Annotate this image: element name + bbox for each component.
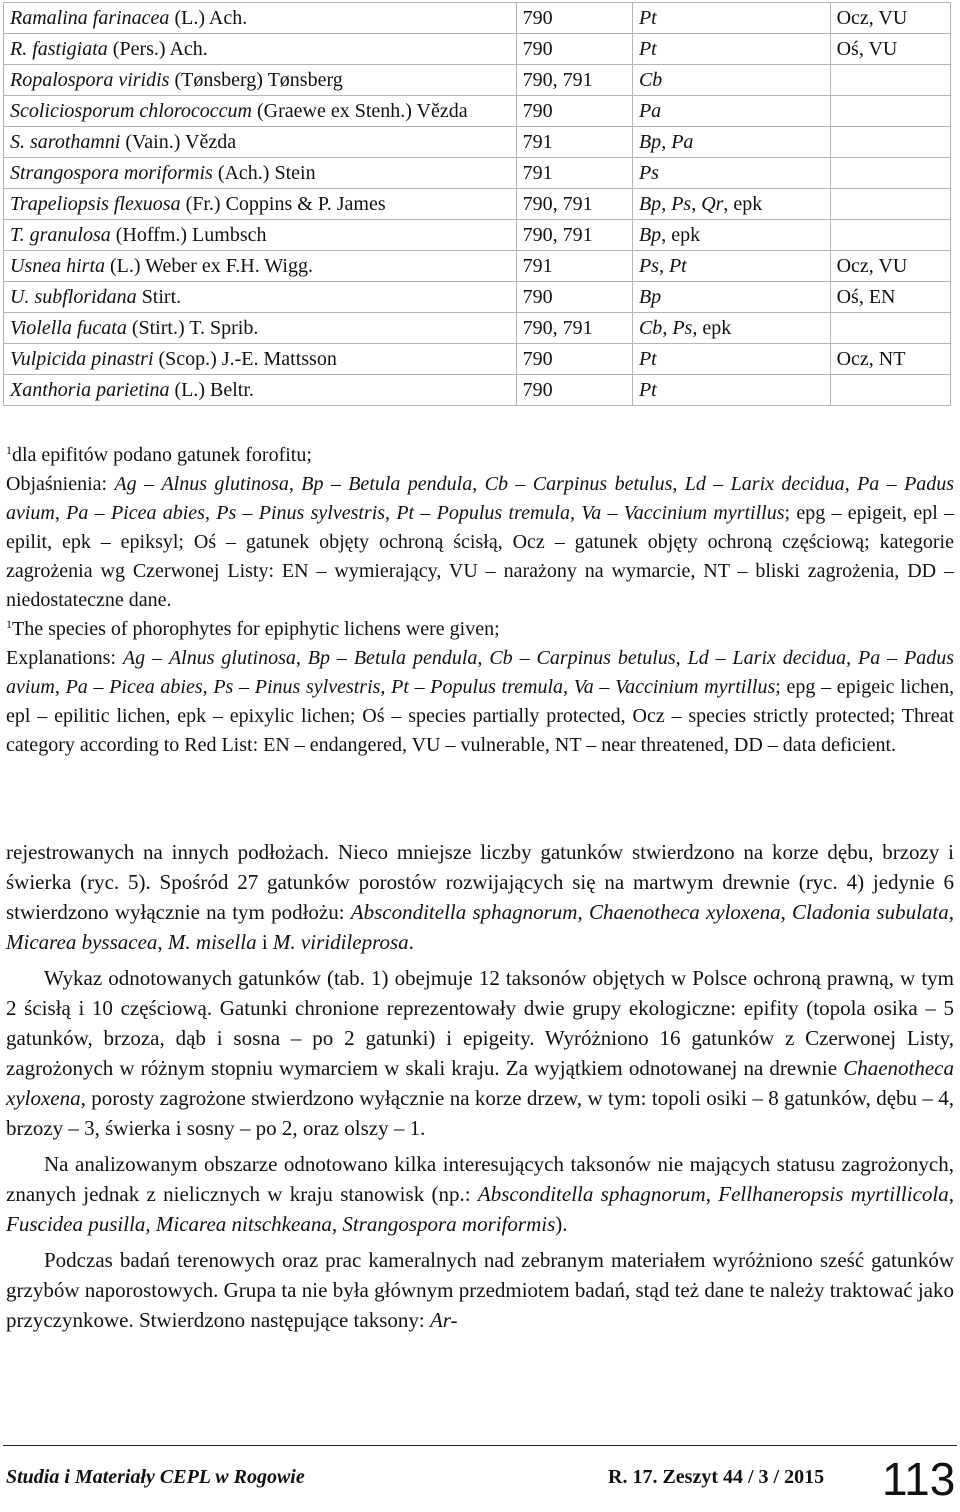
table-row: [4, 34, 951, 65]
species-name-cell: [4, 34, 517, 65]
locality-cell: 790, 791: [516, 189, 632, 220]
species-name: Usnea hirta: [10, 255, 105, 277]
status-cell: Oś, EN: [830, 282, 950, 313]
status-cell: Ocz, NT: [830, 344, 950, 375]
substrate-cell: Bp, epk: [632, 220, 830, 251]
locality-cell: 790: [516, 282, 632, 313]
species-author: (Pers.) Ach.: [107, 38, 208, 60]
species-name: Vulpicida pinastri: [10, 348, 154, 370]
footnote-pl-explanations: [6, 470, 954, 615]
species-name: Trapeliopsis flexuosa: [10, 193, 181, 215]
table-row: [4, 96, 951, 127]
substrate-cell: Bp: [632, 282, 830, 313]
footnote-marker: 1: [6, 617, 12, 631]
body-paragraph: Na analizowanym obszarze odnotowano kilka interesujących taksonów nie mających statusu zagrożonych, znanych jednak z nielicznych w kraju stanowisk (np.: Absconditella sphagnorum, Fellhaneropsis myrtillicola, Fuscidea pusilla, Micarea nitschkeana, Strangospora moriformis).: [6, 1152, 955, 1236]
footnote-en-line: [6, 615, 954, 644]
locality-cell: 791: [516, 127, 632, 158]
species-name-cell: [4, 65, 517, 96]
species-name-cell: [4, 220, 517, 251]
species-author: (L.) Beltr.: [169, 379, 254, 401]
species-name-cell: [4, 344, 517, 375]
substrate-cell: Bp, Ps, Qr, epk: [632, 189, 830, 220]
substrate-cell: Ps: [632, 158, 830, 189]
body-paragraph: Wykaz odnotowanych gatunków (tab. 1) obejmuje 12 taksonów objętych w Polsce ochroną prawną, w tym 2 ścisłą i 10 częściową. Gatunki chronione reprezentowały dwie grupy ekologiczne: epifity (topola osika – 5 gatunków, brzoza, dąb i sosna – po 2 gatunki) i epigeity. Wyróżniono 16 gatunków z Czerwonej Listy, zagrożonych w różnym stopniu wymarciem w skali kraju. Za wyjątkiem odnotowanej na drewnie Chaenotheca xyloxena, porosty zagrożone stwierdzono wyłącznie na korze drzew, w tym: topoli osiki – 8 gatunków, dębu – 4, brzozy – 3, świerka i sosny – po 2, oraz olszy – 1.: [6, 966, 954, 1140]
page-number: 113: [882, 1453, 956, 1505]
species-author: (Tønsberg) Tønsberg: [169, 69, 343, 91]
table-row: [4, 344, 951, 375]
status-cell: [830, 313, 950, 344]
status-cell: Oś, VU: [830, 34, 950, 65]
table-row: [4, 158, 951, 189]
substrate-cell: Cb: [632, 65, 830, 96]
locality-cell: 790: [516, 96, 632, 127]
issue-info: R. 17. Zeszyt 44 / 3 / 2015: [608, 1466, 825, 1488]
footnote-en-text: The species of phorophytes for epiphytic lichens were given;: [12, 618, 500, 640]
status-cell: [830, 189, 950, 220]
substrate-cell: Pt: [632, 3, 830, 34]
footnote-pl-text: dla epifitów podano gatunek forofitu;: [12, 444, 312, 466]
footnote-en-label: Explanations:: [6, 647, 123, 669]
table-row: [4, 65, 951, 96]
substrate-cell: Cb, Ps, epk: [632, 313, 830, 344]
species-name-cell: [4, 313, 517, 344]
species-author: (Hoffm.) Lumbsch: [110, 224, 267, 246]
locality-cell: 790: [516, 3, 632, 34]
species-name: R. fastigiata: [10, 38, 108, 60]
status-cell: [830, 96, 950, 127]
species-author: (Vain.) Vězda: [120, 131, 237, 153]
table-row: [4, 220, 951, 251]
status-cell: Ocz, VU: [830, 3, 950, 34]
footnote-pl-explanations-text: Ag – Alnus glutinosa, Bp – Betula pendula, Cb – Carpinus betulus, Ld – Larix decidua, Pa – Padus avium, Pa – Picea abies, Ps – Pinus sylvestris, Pt – Populus tremula, Va – Vaccinium myrtillus; epg – epigeit, epl – epilit, epk – epiksyl; Oś – gatunek objęty ochroną ścisłą, Ocz – gatunek objęty ochroną częściową; kategorie zagrożenia wg Czerwonej Listy: EN – wymierający, VU – narażony na wymarcie, NT – bliski zagrożenia, DD – niedostateczne dane.: [6, 473, 955, 611]
species-name: Scoliciosporum chlorococcum: [10, 100, 252, 122]
species-name: U. subfloridana: [10, 286, 137, 308]
locality-cell: 790, 791: [516, 220, 632, 251]
species-name: Strangospora moriformis: [10, 162, 213, 184]
status-cell: [830, 158, 950, 189]
table-footnotes: [6, 441, 954, 760]
species-table: [3, 2, 951, 406]
species-author: Stirt.: [136, 286, 182, 308]
species-name-cell: [4, 375, 517, 406]
substrate-cell: Pa: [632, 96, 830, 127]
species-author: (Stirt.) T. Sprib.: [126, 317, 259, 339]
species-name-cell: [4, 189, 517, 220]
species-author: (Graewe ex Stenh.) Vězda: [251, 100, 468, 122]
species-table-body: [4, 3, 951, 406]
footnote-pl-line: [6, 441, 954, 470]
footnote-marker: 1: [6, 443, 12, 457]
substrate-cell: Pt: [632, 375, 830, 406]
footer-rule: [3, 1445, 957, 1446]
table-row: [4, 251, 951, 282]
status-cell: [830, 375, 950, 406]
species-author: (Scop.) J.-E. Mattsson: [153, 348, 337, 370]
body-paragraph: Podczas badań terenowych oraz prac kameralnych nad zebranym materiałem wyróżniono sześć gatunków grzybów naporostowych. Grupa ta nie była głównym przedmiotem badań, stąd też dane te należy traktować jako przyczynkowe. Stwierdzono następujące taksony: Ar-: [6, 1248, 954, 1332]
status-cell: Ocz, VU: [830, 251, 950, 282]
footnote-en-explanations-text: Ag – Alnus glutinosa, Bp – Betula pendula, Cb – Carpinus betulus, Ld – Larix decidua, Pa – Padus avium, Pa – Picea abies, Ps – Pinus sylvestris, Pt – Populus tremula, Va – Vaccinium myrtillus; epg – epigeic lichen, epl – epilitic lichen, epk – epixylic lichen; Oś – species partially protected, Ocz – species strictly protected; Threat category according to Red List: EN – endangered, VU – vulnerable, NT – near threatened, DD – data deficient.: [6, 647, 955, 756]
species-name-cell: [4, 127, 517, 158]
species-name: T. granulosa: [10, 224, 111, 246]
status-cell: [830, 220, 950, 251]
locality-cell: 790: [516, 375, 632, 406]
footnote-pl-label: Objaśnienia:: [6, 473, 115, 495]
footnote-en-explanations: [6, 644, 954, 760]
locality-cell: 791: [516, 158, 632, 189]
substrate-cell: Bp, Pa: [632, 127, 830, 158]
table-row: [4, 375, 951, 406]
substrate-cell: Ps, Pt: [632, 251, 830, 282]
table-row: [4, 313, 951, 344]
status-cell: [830, 127, 950, 158]
body-text: [6, 837, 954, 1335]
species-name: S. sarothamni: [10, 131, 121, 153]
species-name-cell: [4, 158, 517, 189]
table-row: [4, 3, 951, 34]
species-author: (Fr.) Coppins & P. James: [180, 193, 386, 215]
table-row: [4, 282, 951, 313]
locality-cell: 790: [516, 34, 632, 65]
table-row: [4, 189, 951, 220]
species-name-cell: [4, 251, 517, 282]
species-author: (Ach.) Stein: [212, 162, 316, 184]
table-row: [4, 127, 951, 158]
journal-title: Studia i Materiały CEPL w Rogowie: [6, 1466, 305, 1488]
species-name: Ropalospora viridis: [10, 69, 170, 91]
substrate-cell: Pt: [632, 344, 830, 375]
species-author: (L.) Ach.: [169, 7, 248, 29]
species-name: Xanthoria parietina: [10, 379, 170, 401]
substrate-cell: Pt: [632, 34, 830, 65]
status-cell: [830, 65, 950, 96]
species-author: (L.) Weber ex F.H. Wigg.: [105, 255, 313, 277]
species-name: Ramalina farinacea: [10, 7, 170, 29]
body-paragraph: rejestrowanych na innych podłożach. Nieco mniejsze liczby gatunków stwierdzono na korze dębu, brzozy i świerka (ryc. 5). Spośród 27 gatunków porostów rozwijających się na martwym drewnie (ryc. 4) jedynie 6 stwierdzono wyłącznie na tym podłożu: Absconditella sphagnorum, Chaenotheca xyloxena, Cladonia subulata, Micarea byssacea, M. misella i M. viridileprosa.: [6, 840, 955, 954]
species-name-cell: [4, 96, 517, 127]
locality-cell: 790: [516, 344, 632, 375]
locality-cell: 790, 791: [516, 313, 632, 344]
species-name: Violella fucata: [10, 317, 127, 339]
species-name-cell: [4, 3, 517, 34]
locality-cell: 791: [516, 251, 632, 282]
species-name-cell: [4, 282, 517, 313]
locality-cell: 790, 791: [516, 65, 632, 96]
